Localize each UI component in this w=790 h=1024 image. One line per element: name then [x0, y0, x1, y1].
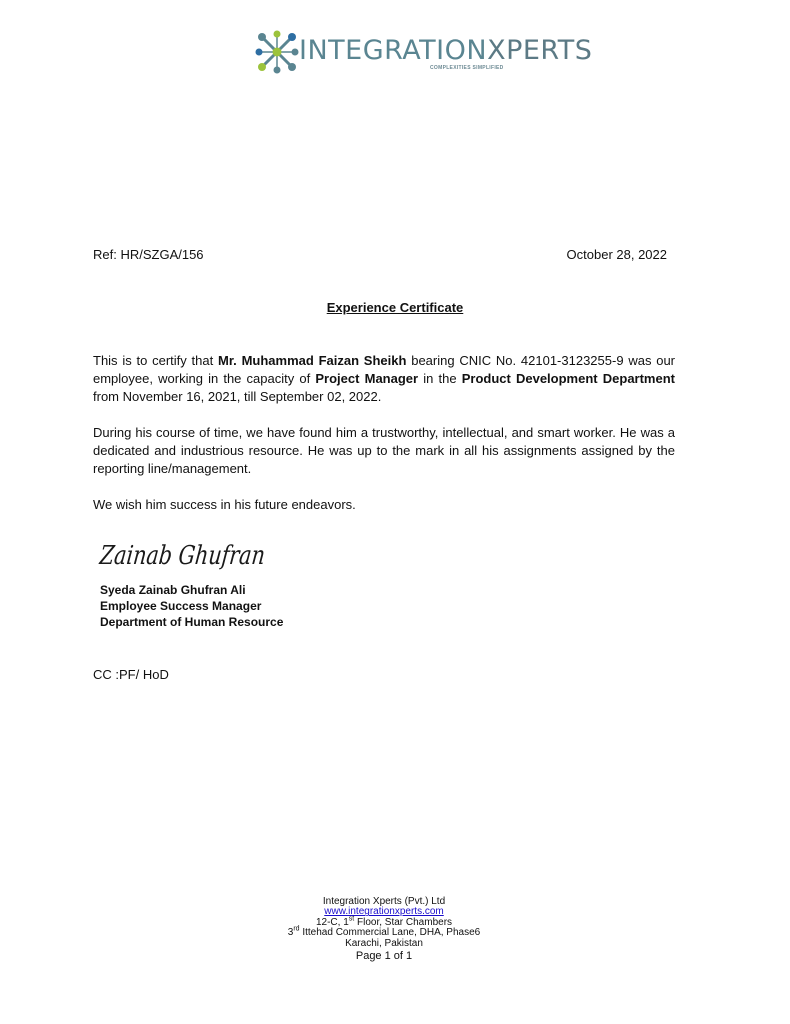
logo-word-xperts: XPERTS: [487, 35, 593, 66]
footer-address-line-3: Karachi, Pakistan: [345, 937, 423, 949]
handwritten-signature: [98, 536, 309, 574]
footer-address-2-sup: rd: [293, 925, 300, 933]
footer-address-1-sup: st: [348, 915, 355, 923]
p1-text-2: bearing CNIC No. 42101-3123255-9 was our employee, working in the capacity of: [93, 353, 676, 386]
logo-tagline: COMPLEXITIES SIMPLIFIED: [430, 65, 504, 71]
footer-address-1a: 12-C, 1: [315, 916, 349, 928]
cc-line: CC :PF/ HoD: [93, 667, 169, 682]
page-number: Page 1 of 1: [355, 950, 413, 963]
footer-company: Integration Xperts (Pvt.) Ltd: [322, 896, 446, 907]
reference-number: Ref: HR/SZGA/156: [93, 247, 204, 262]
footer-address-2a: 3: [287, 927, 294, 939]
signer-department: Department of Human Resource: [100, 615, 284, 629]
logo-wordmark: [299, 36, 592, 66]
logo-network-icon: [255, 30, 299, 74]
footer-address-1b: Floor, Star Chambers: [354, 916, 453, 928]
certification-paragraph: [93, 352, 675, 406]
signer-title: Employee Success Manager: [100, 599, 262, 613]
footer-website-link[interactable]: www.integrationxperts.com: [324, 906, 444, 918]
employee-role: Project Manager: [315, 371, 419, 386]
letter-date: October 28, 2022: [566, 247, 667, 262]
svg-text:Zainab Ghufran: Zainab Ghufran: [98, 541, 309, 571]
footer: [0, 897, 768, 963]
employee-name: Mr. Muhammad Faizan Sheikh: [218, 353, 407, 368]
p1-text-4: from November 16, 2021, till September 02, 2022.: [93, 389, 382, 404]
performance-paragraph: During his course of time, we have found him a trustworthy, intellectual, and smart worker. He was a dedicated and industrious resource. He was up to the mark in all his assignments assigned by the reporting line/management.: [93, 425, 675, 476]
p1-text-1: This is to certify that: [93, 353, 219, 368]
employee-department: Product Development Department: [461, 371, 675, 386]
closing-paragraph: We wish him success in his future endeavors.: [93, 497, 356, 512]
logo-word-integration: INTEGRATION: [299, 35, 488, 66]
footer-address-2b: Ittehad Commercial Lane, DHA, Phase6: [299, 927, 481, 939]
signer-name: Syeda Zainab Ghufran Ali: [100, 583, 246, 597]
company-logo: [255, 30, 593, 78]
p1-text-3: in the: [418, 371, 462, 386]
signer-block: [100, 582, 283, 630]
document-title: Experience Certificate: [326, 300, 464, 315]
